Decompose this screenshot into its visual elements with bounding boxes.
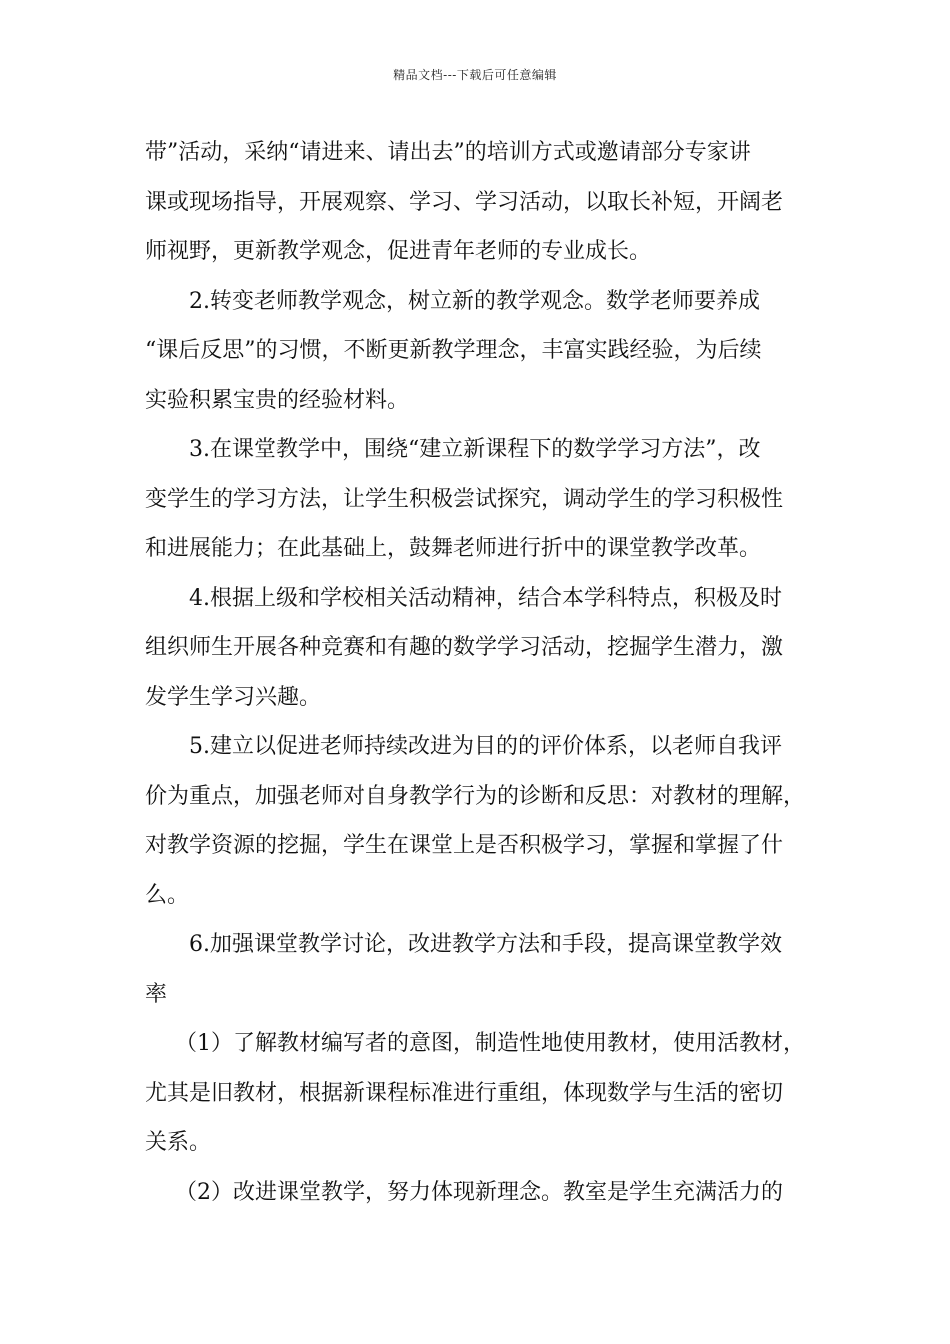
- text-line: 课或现场指导，开展观察、学习、学习活动，以取长补短，开阔老: [145, 189, 784, 215]
- text-line: 6.加强课堂教学讨论，改进教学方法和手段，提高课堂教学效: [189, 932, 782, 957]
- text-line: 和进展能力；在此基础上，鼓舞老师进行折中的课堂教学改革。: [145, 536, 762, 561]
- document-body: [145, 128, 807, 1217]
- text-line: （1）了解教材编写者的意图，制造性地使用教材，使用活教材，: [175, 1031, 805, 1056]
- text-line: “课后反思”的习惯，不断更新教学理念，丰富实践经验，为后续: [145, 338, 762, 363]
- text-line: 实验积累宝贵的经验材料。: [145, 387, 410, 413]
- text-line: 带”活动，采纳“请进来、请出去”的培训方式或邀请部分专家讲: [145, 140, 751, 165]
- text-line: 尤其是旧教材，根据新课程标准进行重组，体现数学与生活的密切: [145, 1080, 784, 1106]
- text-line: 变学生的学习方法，让学生积极尝试探究，调动学生的学习积极性: [145, 486, 784, 512]
- text-line: 师视野，更新教学观念，促进青年老师的专业成长。: [145, 239, 652, 264]
- text-line: 关系。: [145, 1130, 212, 1155]
- text-line: 发学生学习兴趣。: [145, 684, 322, 710]
- text-line: 4.根据上级和学校相关活动精神，结合本学科特点，积极及时: [189, 585, 782, 611]
- text-line: 对教学资源的挖掘，学生在课堂上是否积极学习，掌握和掌握了什: [145, 833, 784, 858]
- text-line: （2）改进课堂教学，努力体现新理念。教室是学生充满活力的: [175, 1179, 783, 1205]
- text-line: 么。: [145, 882, 190, 908]
- text-line: 3.在课堂教学中，围绕“建立新课程下的数学学习方法”，改: [189, 437, 761, 462]
- text-line: 组织师生开展各种竞赛和有趣的数学学习活动，挖掘学生潜力，激: [145, 635, 784, 660]
- text-line: 价为重点，加强老师对自身教学行为的诊断和反思：对教材的理解，: [145, 783, 806, 809]
- text-line: 2.转变老师教学观念，树立新的教学观念。数学老师要养成: [189, 288, 760, 314]
- text-line: 5.建立以促进老师持续改进为目的的评价体系，以老师自我评: [189, 734, 782, 759]
- text-line: 率: [145, 981, 168, 1007]
- page-header: 精品文档---下载后可任意编辑: [393, 68, 557, 82]
